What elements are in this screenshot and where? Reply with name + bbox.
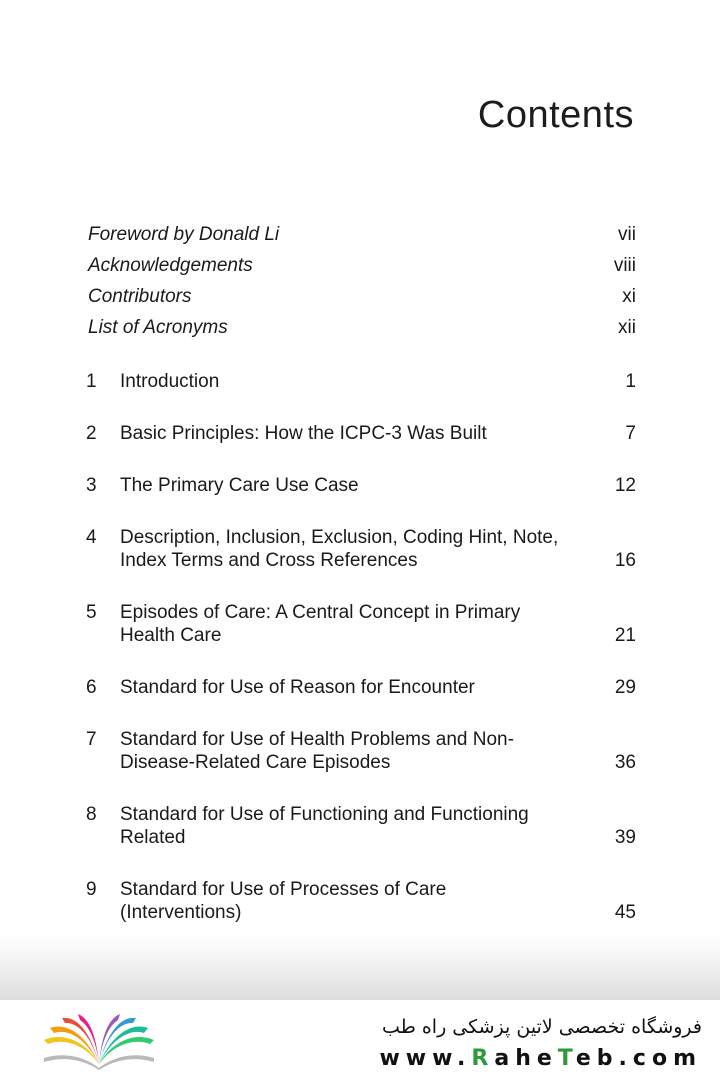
chapter-title: Standard for Use of Health Problems and Non-Disease-Related Care Episodes [120, 729, 514, 773]
front-matter-item[interactable] [88, 224, 636, 248]
front-matter-title: Foreword by Donald Li [88, 224, 280, 245]
chapter-title: Episodes of Care: A Central Concept in Primary Health Care [120, 602, 521, 646]
chapter-page: 12 [614, 475, 636, 496]
chapter-page: 7 [625, 423, 636, 444]
front-matter-title: Contributors [88, 286, 192, 307]
watermark-footer [0, 1000, 720, 1080]
chapter-title: Standard for Use of Reason for Encounter [120, 677, 475, 698]
chapter-number: 4 [86, 527, 97, 548]
chapter-page: 21 [614, 625, 636, 646]
chapter-page: 39 [614, 827, 636, 848]
chapter-title: Standard for Use of Processes of Care (Interventions) [120, 879, 447, 923]
chapter-title: Standard for Use of Functioning and Functioning Related [120, 804, 529, 848]
front-matter-page: vii [618, 224, 636, 245]
front-matter-title: List of Acronyms [88, 317, 228, 338]
chapter-number: 2 [86, 423, 97, 444]
front-matter-page: xi [622, 286, 636, 307]
chapter-page: 36 [614, 752, 636, 773]
front-matter-item[interactable] [88, 317, 636, 341]
chapter-page: 45 [614, 902, 636, 923]
front-matter-page: viii [613, 255, 636, 276]
website-url[interactable]: www.RaheTeb.com [379, 1046, 702, 1071]
chapter-title: The Primary Care Use Case [120, 475, 359, 496]
chapter-number: 8 [86, 804, 97, 825]
chapter-title: Basic Principles: How the ICPC-3 Was Built [120, 423, 487, 444]
chapter-title: Introduction [120, 371, 220, 392]
chapter-page: 29 [614, 677, 636, 698]
chapter-number: 7 [86, 729, 97, 750]
open-book-logo-icon [40, 1014, 158, 1070]
chapter-number: 5 [86, 602, 97, 623]
front-matter-page: xii [618, 317, 636, 338]
front-matter-title: Acknowledgements [88, 255, 253, 276]
front-matter-item[interactable] [88, 255, 636, 279]
chapter-page: 16 [614, 550, 636, 571]
chapter-title: Description, Inclusion, Exclusion, Coding Hint, Note, Index Terms and Cross References [120, 527, 559, 571]
page-title: Contents [477, 94, 634, 136]
shop-name: فروشگاه تخصصی لاتین پزشکی راه طب [382, 1016, 702, 1038]
chapter-number: 1 [86, 371, 97, 392]
chapter-page: 1 [625, 371, 636, 392]
front-matter-item[interactable] [88, 286, 636, 310]
chapter-number: 3 [86, 475, 97, 496]
chapter-number: 6 [86, 677, 97, 698]
chapter-number: 9 [86, 879, 97, 900]
